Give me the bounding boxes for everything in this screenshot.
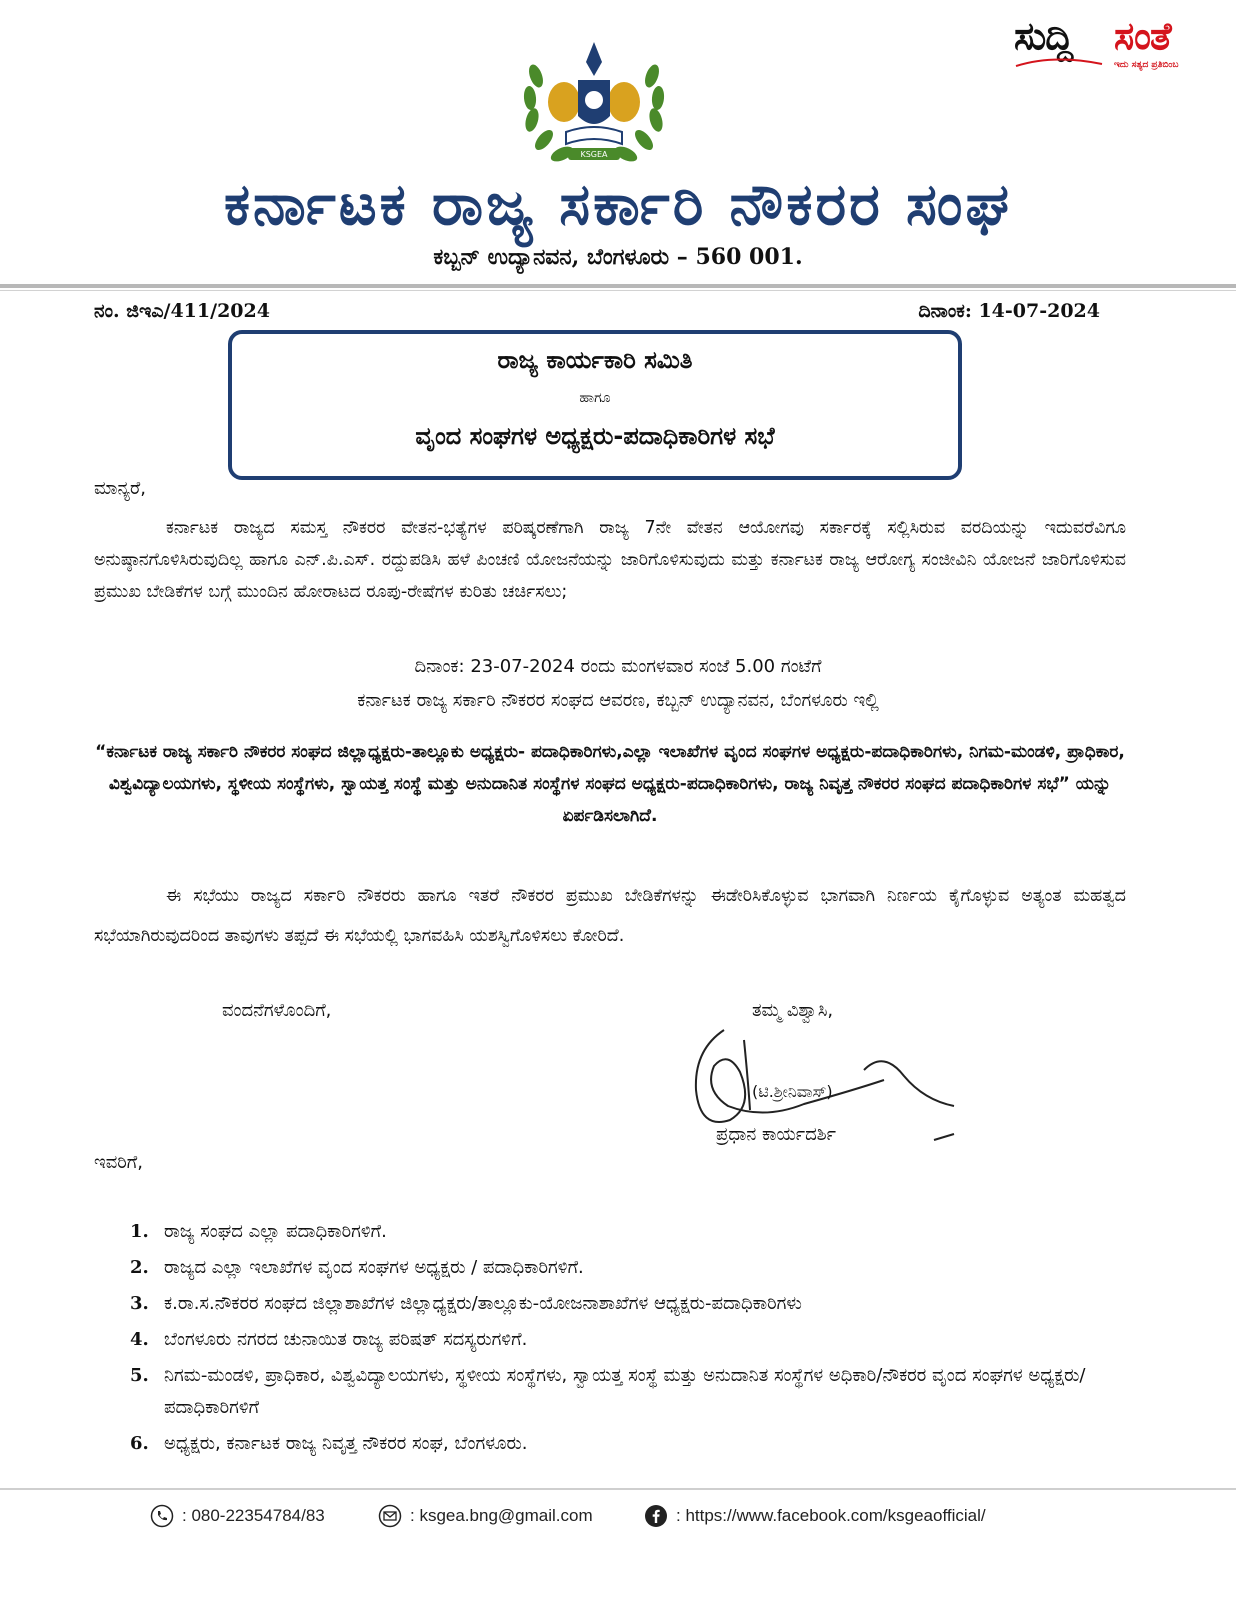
body-paragraph-2: ಈ ಸಭೆಯು ರಾಜ್ಯದ ಸರ್ಕಾರಿ ನೌಕರರು ಹಾಗೂ ಇತರೆ ನೌಕರರ ಪ್ರಮುಖ ಬೇಡಿಕೆಗಳನ್ನು ಈಡೇರಿಸಿಕೊಳ್ಳುವ ಭಾಗವಾಗಿ ನಿರ್ಣಯ ಕೈಗೊಳ್ಳುವ ಅತ್ಯಂತ ಮಹತ್ವದ ಸಭೆಯಾಗಿರುವುದರಿಂದ ತಾವುಗಳು ತಪ್ಪದೆ ಈ ಸಭೆಯಲ್ಲಿ ಭಾಗವಹಿಸಿ ಯಶಸ್ವಿಗೊಳಿಸಲು ಕೋರಿದೆ.: [94, 886, 1126, 946]
meeting-venue: ಕರ್ನಾಟಕ ರಾಜ್ಯ ಸರ್ಕಾರಿ ನೌಕರರ ಸಂಘದ ಆವರಣ, ಕಬ್ಬನ್ ಉದ್ಯಾನವನ, ಬೆಂಗಳೂರು ಇಲ್ಲಿ: [357, 690, 879, 711]
distribution-heading: ಇವರಿಗೆ,: [94, 1152, 143, 1173]
list-item-number: 1.: [130, 1221, 149, 1242]
list-item-text: ರಾಜ್ಯ ಸಂಘದ ಎಲ್ಲಾ ಪದಾಧಿಕಾರಿಗಳಿಗೆ.: [164, 1221, 387, 1242]
brand-swoosh-icon: [1014, 56, 1104, 70]
brand-part1: ಸುದ್ದಿ: [1014, 14, 1073, 58]
body-paragraph-1: ಕರ್ನಾಟಕ ರಾಜ್ಯದ ಸಮಸ್ತ ನೌಕರರ ವೇತನ-ಭತ್ಯೆಗಳ ಪರಿಷ್ಕರಣೆಗಾಗಿ ರಾಜ್ಯ 7ನೇ ವೇತನ ಆಯೋಗವು ಸರ್ಕಾರಕ್ಕೆ ಸಲ್ಲಿಸಿರುವ ವರದಿಯನ್ನು ಇದುವರೆವಿಗೂ ಅನುಷ್ಠಾನಗೊಳಿಸಿರುವುದಿಲ್ಲ ಹಾಗೂ ಎನ್.ಪಿ.ಎಸ್. ರದ್ದುಪಡಿಸಿ ಹಳೆ ಪಿಂಚಣಿ ಯೋಜನೆಯನ್ನು ಜಾರಿಗೊಳಿಸುವುದು ಮತ್ತು ಕರ್ನಾಟಕ ರಾಜ್ಯ ಆರೋಗ್ಯ ಸಂಜೀವಿನಿ ಯೋಜನೆ ಜಾರಿಗೊಳಿಸುವ ಪ್ರಮುಖ ಬೇಡಿಕೆಗಳ ಬಗ್ಗೆ ಮುಂದಿನ ಹೋರಾಟದ ರೂಪು-ರೇಷೆಗಳ ಕುರಿತು ಚರ್ಚಿಸಲು;: [94, 518, 1126, 602]
footer: [150, 1496, 1130, 1536]
reference-number: ನಂ. ಜಿಇಎ/411/2024: [94, 300, 270, 322]
emblem-text: KSGEA: [580, 150, 608, 159]
phone-number: : 080-22354784/83: [182, 1506, 325, 1525]
list-item-text: ಬೆಂಗಳೂರು ನಗರದ ಚುನಾಯಿತ ರಾಜ್ಯ ಪರಿಷತ್ ಸದಸ್ಯರುಗಳಿಗೆ.: [164, 1329, 528, 1350]
facebook-icon: [644, 1504, 668, 1528]
list-item-text: ನಿಗಮ-ಮಂಡಳಿ, ಪ್ರಾಧಿಕಾರ, ವಿಶ್ವವಿದ್ಯಾಲಯಗಳು, ಸ್ಥಳೀಯ ಸಂಸ್ಥೆಗಳು, ಸ್ವಾಯತ್ತ ಸಂಸ್ಥೆ ಮತ್ತು ಅನುದಾನಿತ ಸಂಸ್ಥೆಗಳ ಅಧಿಕಾರಿ/ನೌಕರರ ವೃಂದ ಸಂಘಗಳ ಅಧ್ಯಕ್ಷರು/ಪದಾಧಿಕಾರಿಗಳಿಗೆ: [164, 1365, 1086, 1418]
footer-phone: [150, 1504, 325, 1528]
facebook-url[interactable]: : https://www.facebook.com/ksgeaofficial/: [676, 1506, 986, 1525]
meeting-description: “ಕರ್ನಾಟಕ ರಾಜ್ಯ ಸರ್ಕಾರಿ ನೌಕರರ ಸಂಘದ ಜಿಲ್ಲಾಧ್ಯಕ್ಷರು-ತಾಲ್ಲೂಕು ಅಧ್ಯಕ್ಷರು- ಪದಾಧಿಕಾರಿಗಳು,ಎಲ್ಲಾ ಇಲಾಖೆಗಳ ವೃಂದ ಸಂಘಗಳ ಅಧ್ಯಕ್ಷರು-ಪದಾಧಿಕಾರಿಗಳು, ನಿಗಮ-ಮಂಡಳಿ, ಪ್ರಾಧಿಕಾರ, ವಿಶ್ವವಿದ್ಯಾಲಯಗಳು, ಸ್ಥಳೀಯ ಸಂಸ್ಥೆಗಳು, ಸ್ವಾಯತ್ತ ಸಂಸ್ಥೆ ಮತ್ತು ಅನುದಾನಿತ ಸಂಸ್ಥೆಗಳ ಸಂಘದ ಅಧ್ಯಕ್ಷರು-ಪದಾಧಿಕಾರಿಗಳು, ರಾಜ್ಯ ನಿವೃತ್ತ ನೌಕರರ ಸಂಘದ ಪದಾಧಿಕಾರಿಗಳ ಸಭೆ” ಯನ್ನು ಏರ್ಪಡಿಸಲಾಗಿದೆ.: [95, 742, 1125, 826]
list-item: [130, 1216, 1130, 1248]
footer-email[interactable]: [378, 1504, 593, 1528]
phone-icon: [150, 1504, 174, 1528]
distribution-list: [130, 1216, 1130, 1464]
list-item-number: 3.: [130, 1293, 149, 1314]
list-item: [130, 1288, 1130, 1320]
list-item: [130, 1324, 1130, 1356]
brand-part2: ಸಂತೆ: [1114, 14, 1171, 58]
org-address: ಕಬ್ಬನ್ ಉದ್ಯಾನವನ, ಬೆಂಗಳೂರು – 560 001.: [433, 244, 803, 270]
email-address[interactable]: : ksgea.bng@gmail.com: [410, 1506, 593, 1525]
header-divider: [0, 284, 1236, 288]
list-item-number: 2.: [130, 1257, 149, 1278]
org-name: ಕರ್ನಾಟಕ ರಾಜ್ಯ ಸರ್ಕಾರಿ ನೌಕರರ ಸಂಘ: [223, 170, 1013, 238]
signer-name: (ಟಿ.ಶ್ರೀನಿವಾಸ್): [752, 1082, 833, 1101]
brand-logo: [1014, 14, 1214, 72]
list-item-text: ರಾಜ್ಯದ ಎಲ್ಲಾ ಇಲಾಖೆಗಳ ವೃಂದ ಸಂಘಗಳ ಅಧ್ಯಕ್ಷರು / ಪದಾಧಿಕಾರಿಗಳಿಗೆ.: [164, 1257, 584, 1278]
closing-greeting: ವಂದನೆಗಳೊಂದಿಗೆ,: [222, 1000, 332, 1021]
footer-divider: [0, 1488, 1236, 1490]
subject-line-3: ವೃಂದ ಸಂಘಗಳ ಅಧ್ಯಕ್ಷರು-ಪದಾಧಿಕಾರಿಗಳ ಸಭೆ: [415, 422, 775, 450]
brand-tagline: ಇದು ಸತ್ಯದ ಪ್ರತಿಬಿಂಬ: [1114, 60, 1179, 70]
list-item: [130, 1428, 1130, 1460]
list-item: [130, 1360, 1130, 1424]
list-item-number: 5.: [130, 1365, 149, 1386]
salutation: ಮಾನ್ಯರೆ,: [94, 478, 146, 499]
footer-facebook[interactable]: [644, 1504, 986, 1528]
list-item-number: 6.: [130, 1433, 149, 1454]
list-item-text: ಅಧ್ಯಕ್ಷರು, ಕರ್ನಾಟಕ ರಾಜ್ಯ ನಿವೃತ್ತ ನೌಕರರ ಸಂಘ, ಬೆಂಗಳೂರು.: [164, 1433, 528, 1454]
list-item-number: 4.: [130, 1329, 149, 1350]
email-icon: [378, 1504, 402, 1528]
list-item: [130, 1252, 1130, 1284]
subject-box: [228, 330, 962, 480]
letter-date: ದಿನಾಂಕ: 14-07-2024: [918, 300, 1100, 322]
signer-designation: ಪ್ರಧಾನ ಕಾರ್ಯದರ್ಶಿ: [716, 1124, 836, 1145]
subject-line-1: ರಾಜ್ಯ ಕಾರ್ಯಕಾರಿ ಸಮಿತಿ: [497, 346, 693, 374]
yours-faithfully: ತಮ್ಮ ವಿಶ್ವಾಸಿ,: [752, 1000, 834, 1021]
meeting-time: ದಿನಾಂಕ: 23-07-2024 ರಂದು ಮಂಗಳವಾರ ಸಂಜೆ 5.00 ಗಂಟೆಗೆ: [414, 656, 822, 677]
header-divider-thin: [0, 290, 1236, 291]
list-item-text: ಕ.ರಾ.ಸ.ನೌಕರರ ಸಂಘದ ಜಿಲ್ಲಾಶಾಖೆಗಳ ಜಿಲ್ಲಾಧ್ಯಕ್ಷರು/ತಾಲ್ಲೂಕು-ಯೋಜನಾಶಾಖೆಗಳ ಆಧ್ಯಕ್ಷರು-ಪದಾಧಿಕಾರಿಗಳು: [164, 1293, 802, 1314]
subject-line-2: ಹಾಗೂ: [579, 390, 611, 406]
ksgea-emblem-icon: [514, 36, 674, 176]
